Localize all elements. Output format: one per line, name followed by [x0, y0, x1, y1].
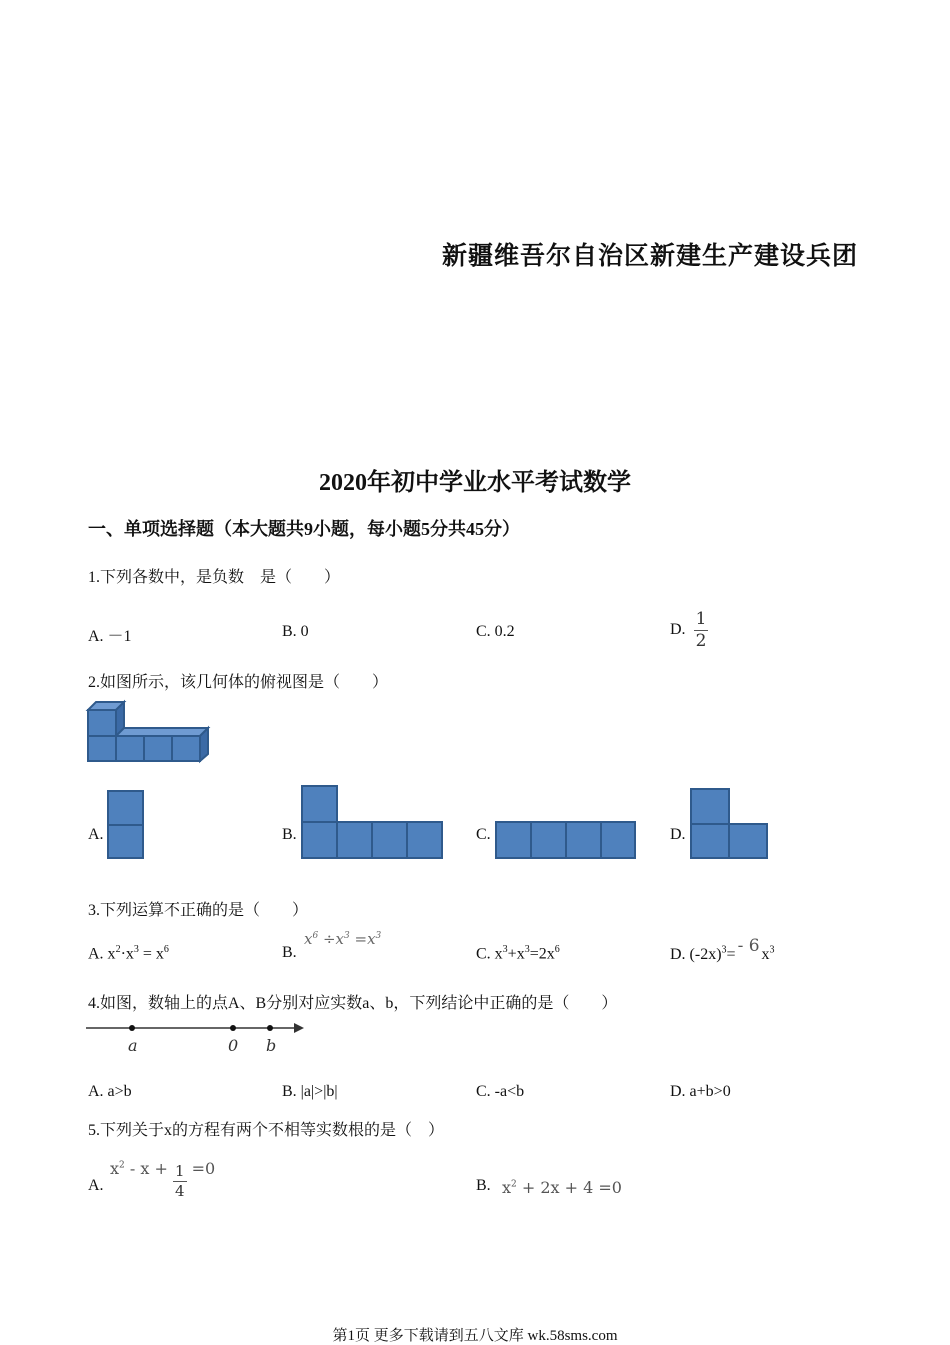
exponent: 3 [721, 944, 727, 956]
point-b [267, 1025, 273, 1031]
fraction-denominator: 4 [174, 1182, 185, 1200]
page-footer: 第1页 更多下载请到五八文库 wk.58sms.com [332, 1328, 618, 1344]
expr-part: x [761, 946, 770, 963]
expr-part: = [726, 946, 736, 963]
question-4-stem: 4.如图，数轴上的点A、B分别对应实数a、b，下列结论中正确的是（ ） [88, 995, 618, 1012]
expr-part: D. (-2x) [670, 946, 722, 963]
square-cell [108, 825, 143, 858]
q2-option-c-view [494, 820, 638, 861]
square-cell [302, 822, 337, 858]
exponent: 3 [524, 944, 530, 955]
q5-option-b-equation [502, 1178, 622, 1197]
point-zero [230, 1025, 236, 1031]
q1-option-c: C. 0.2 [476, 623, 515, 640]
q4-option-d: D. a+b>0 [670, 1083, 731, 1100]
question-3-stem: 3.下列运算不正确的是（ ） [88, 902, 309, 919]
square-cell [566, 822, 601, 858]
question-5-stem: 5.下列关于x的方程有两个不相等实数根的是（ ） [88, 1122, 445, 1139]
q4-option-a: A. a>b [88, 1083, 132, 1100]
expr-part: ÷x [318, 930, 344, 948]
square-cell [302, 786, 337, 822]
q1-option-d-label: D. [670, 621, 686, 639]
q2-option-d-view [689, 787, 771, 861]
expr-part: - x + [124, 1159, 173, 1178]
fraction-numerator: 1 [695, 609, 707, 629]
exponent: 3 [375, 931, 382, 941]
region-title: 新疆维吾尔自治区新建生产建设兵团 [442, 243, 859, 270]
section-heading: 一、单项选择题（本大题共9小题，每小题5分共45分） [88, 519, 520, 539]
square-cell [729, 824, 767, 858]
exponent: 2 [119, 1160, 125, 1171]
q2-option-b-label: B. [282, 826, 297, 843]
expr-part: ·x [120, 945, 134, 963]
q2-option-c-label: C. [476, 826, 491, 843]
q3-option-c [476, 944, 560, 963]
exponent: 6 [554, 944, 560, 955]
label-zero: 0 [228, 1036, 239, 1055]
exponent: 6 [163, 944, 169, 955]
q5-option-b-label: B. [476, 1177, 491, 1194]
point-a [129, 1025, 135, 1031]
exponent: 2 [115, 944, 121, 955]
q5-option-a-label: A. [88, 1177, 104, 1194]
q1-option-d [670, 611, 708, 650]
cube-front-face [116, 736, 144, 761]
cube-front-face [172, 736, 200, 761]
arrow-icon [294, 1023, 304, 1033]
coefficient: - 6 [737, 936, 760, 956]
fraction [173, 1164, 187, 1199]
square-cell [496, 822, 531, 858]
q2-option-d-label: D. [670, 826, 686, 843]
expr-part: =0 [186, 1159, 216, 1178]
q4-option-c: C. -a<b [476, 1083, 525, 1100]
question-2-stem: 2.如图所示，该几何体的俯视图是（ ） [88, 674, 389, 691]
exponent: 3 [133, 944, 139, 955]
q3-option-d [670, 936, 775, 964]
exponent: 2 [511, 1179, 517, 1190]
expr-part: + 2x + 4 =0 [516, 1178, 622, 1197]
question-1-stem: 1.下列各数中，是负数 是（ ） [88, 569, 341, 586]
number-line [86, 1017, 310, 1057]
solid-figure [84, 698, 214, 766]
square-cell [108, 791, 143, 825]
cube-front-face [144, 736, 172, 761]
label-a: a [128, 1036, 138, 1055]
square-cell [407, 822, 442, 858]
q3-option-b-expression [304, 930, 381, 948]
exponent: 3 [769, 944, 775, 956]
expr-part: =x [349, 930, 376, 948]
q2-option-a-label: A. [88, 826, 104, 843]
fraction-numerator: 1 [174, 1162, 185, 1180]
expr-part: x [110, 1159, 120, 1178]
expr-part: A. x [88, 945, 116, 963]
expr-part: x [304, 930, 313, 948]
square-cell [337, 822, 372, 858]
q4-option-b: B. |a|>|b| [282, 1083, 338, 1100]
row-top-face [116, 728, 208, 736]
expr-part: =2x [529, 945, 555, 963]
q2-option-a-view [106, 789, 146, 861]
exam-title: 2020年初中学业水平考试数学 [319, 470, 631, 496]
q3-option-b-label: B. [282, 944, 297, 961]
expr-part: x [502, 1178, 512, 1197]
square-cell [531, 822, 566, 858]
fraction-denominator: 2 [695, 631, 707, 651]
q1-option-b: B. 0 [282, 623, 309, 640]
expr-part: = x [138, 945, 164, 963]
q2-option-b-view [300, 784, 446, 861]
cube-front-face [88, 736, 116, 761]
exponent: 3 [344, 931, 350, 941]
q3-option-a [88, 944, 169, 963]
square-cell [691, 789, 729, 824]
q5-option-a-equation [110, 1152, 216, 1200]
square-cell [691, 824, 729, 858]
exponent: 6 [312, 931, 319, 941]
q1-option-d-fraction [694, 611, 709, 650]
square-cell [601, 822, 635, 858]
expr-part: C. x [476, 945, 503, 963]
expr-part: +x [507, 945, 525, 963]
exponent: 3 [502, 944, 508, 955]
label-b: b [266, 1036, 277, 1055]
cube-front-face [88, 710, 116, 736]
q1-option-a: A. －1 [88, 628, 132, 645]
square-cell [372, 822, 407, 858]
